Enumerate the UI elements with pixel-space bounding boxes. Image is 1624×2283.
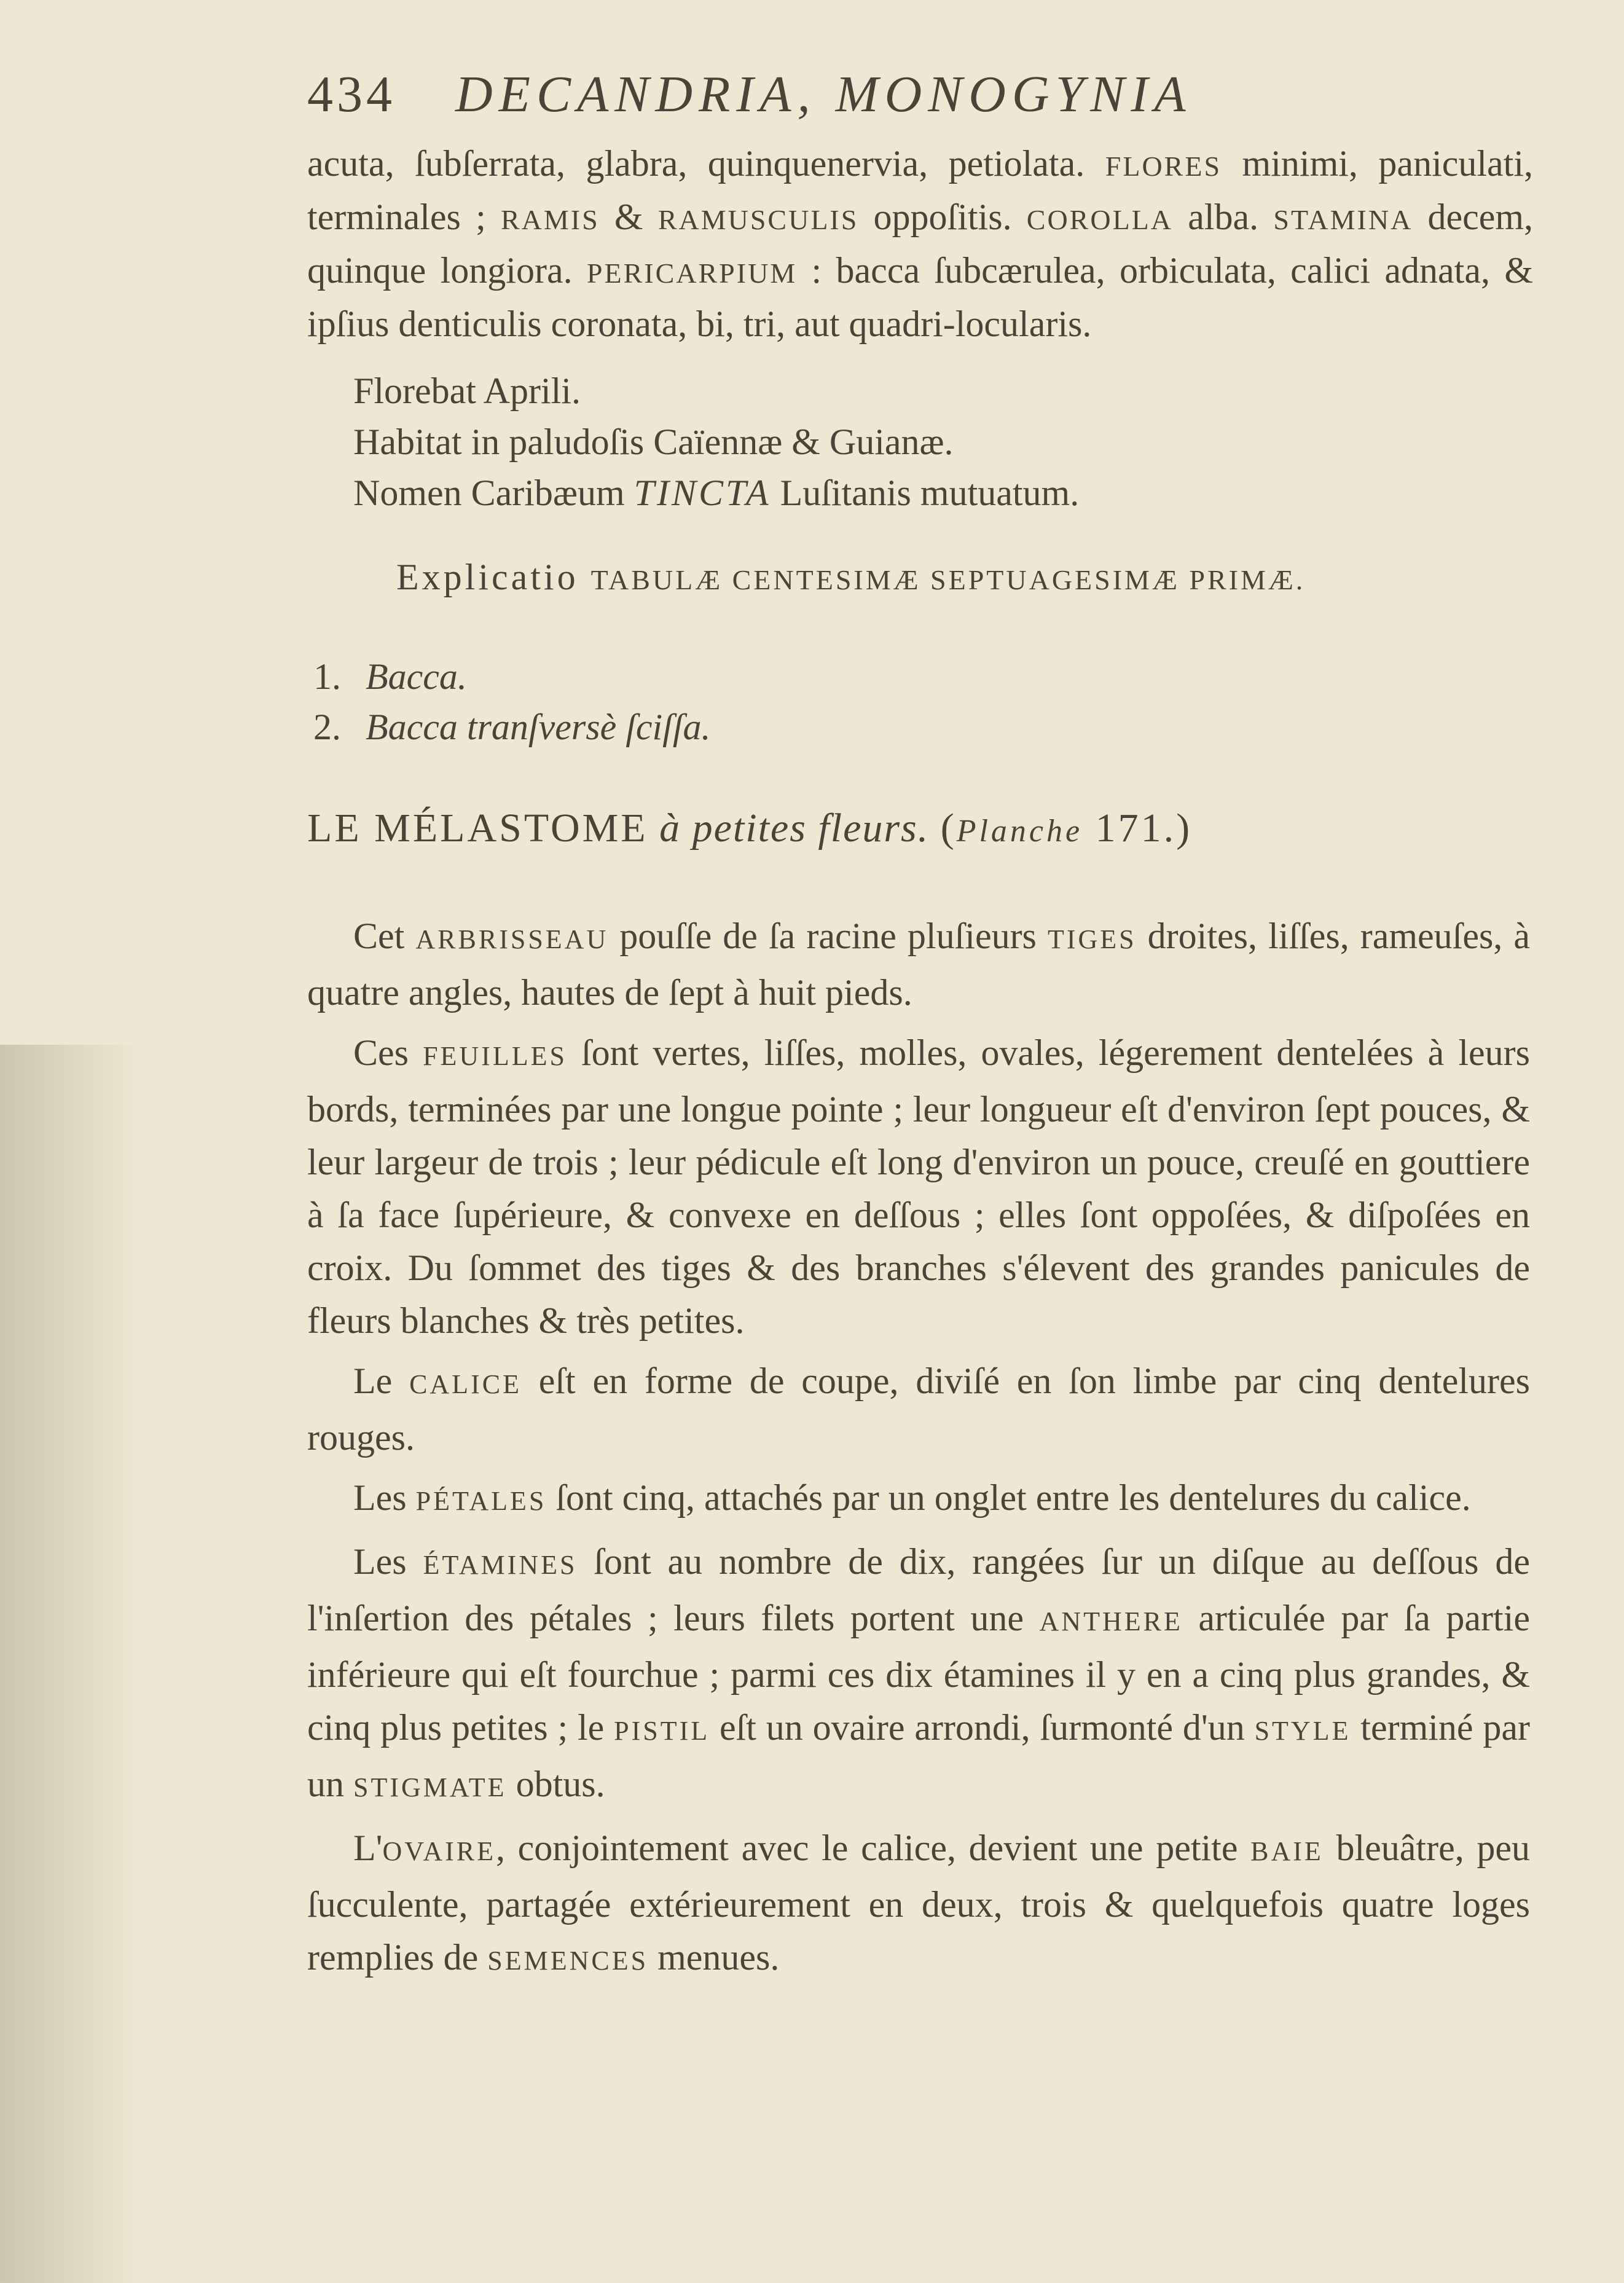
smallcaps-term: RAMIS [501,204,600,235]
smallcaps-term: RAMUSCULIS [657,204,859,235]
habitat-block [353,366,1079,519]
text-run: eſt un ovaire arrondi, ſurmonté d'un [710,1707,1255,1748]
text-run: ſont vertes, liſſes, molles, ovales, légerement dentelées à leurs bords, terminées par une longue pointe ; leur longueur eſt d'environ ſept pouces, & leur largeur de trois ; leur pédicule eſt long d'environ un pouce, creuſé en gouttiere à ſa face ſupérieure, & convexe en deſſous ; elles ſont oppoſées, & diſpoſées en croix. Du ſommet des tiges & des branches s'élevent des grandes panicules de fleurs blanches & très petites. [307,1032,1530,1341]
latin-paragraph [307,138,1533,350]
planche-number: 171.) [1083,806,1193,851]
text-run: : bacca ſubcærulea, orbiculata, calici adnata, & ipſius denticulis coronata, bi, tri, aut quadri-locularis. [307,250,1533,344]
text-run: , conjointement avec le calice, devient une petite [496,1828,1251,1868]
text-run: eſt en forme de coupe, diviſé en ſon limbe par cinq dentelures rouges. [307,1361,1531,1458]
paragraph [307,1535,1530,1814]
smallcaps-term: STYLE [1254,1716,1351,1746]
smallcaps-term: FLORES [1105,151,1222,182]
smallcaps-term: ANTHERE [1039,1606,1183,1637]
paragraph [307,1471,1530,1528]
text-run: Explicatio [396,557,591,597]
text-run: Le [353,1361,410,1401]
smallcaps-term: SEMENCES [487,1946,649,1976]
smallcaps-term: PISTIL [614,1716,710,1746]
figure-label: Bacca tranſversè ſciſſa. [366,707,711,747]
paragraph [307,1821,1530,1987]
list-item [313,651,711,702]
text-run: Les [353,1541,423,1582]
smallcaps-term: FEUILLES [423,1041,567,1071]
text-run: minimi, paniculati, terminales ; [307,143,1534,237]
text-run: & [599,197,658,237]
smallcaps-term: PERICARPIUM [586,257,798,289]
smallcaps-term: TIGES [1047,924,1137,954]
text-run: Ces [353,1032,423,1073]
text-run: decem, quinque longiora. [307,197,1534,291]
text-run: ſont au nombre de dix, rangées ſur un diſque au deſſous de l'inſertion des pétales ; leurs filets portent une [307,1541,1530,1638]
text-run: Nomen Caribæum [353,473,634,513]
page-edge-shadow [0,1045,141,2283]
text-run: articulée par ſa partie inférieure qui eſt fourchue ; parmi ces dix étamines il y en a cinq plus grandes, & cinq plus petites ; le [307,1598,1530,1748]
smallcaps-term: ARBRISSEAU [415,924,609,954]
text-run: ( [940,806,957,851]
figure-number: 2. [313,707,341,747]
text-run: obtus. [506,1764,605,1804]
text-run: L' [353,1828,383,1868]
explicatio-heading [396,556,1305,599]
french-description [307,910,1530,1995]
text-run: pouſſe de ſa racine pluſieurs [608,916,1048,956]
running-head [307,65,1192,124]
text-run: bleuâtre, peu ſucculente, partagée extérieurement en deux, trois & quelquefois quatre loges remplies de [307,1828,1530,1978]
page-number: 434 [307,66,396,123]
paragraph [307,1354,1530,1464]
text-run: TABULÆ CENTESIMÆ SEPTUAGESIMÆ PRIMÆ. [590,564,1306,595]
tincta-term: TINCTA [634,473,771,513]
smallcaps-term: OVAIRE [382,1836,496,1866]
text-run: Cet [353,916,416,956]
list-item [313,702,711,752]
latin-description [307,138,1533,350]
section-heading [307,805,1192,852]
text-run: droites, liſſes, rameuſes, à quatre angles, hautes de ſept à huit pieds. [307,916,1530,1013]
running-title: DECANDRIA, MONOGYNIA [455,66,1192,123]
heading-name: LE MÉLASTOME [307,806,648,851]
florebat-line: Florebat Aprili. [353,371,581,411]
figure-list [313,651,711,752]
paragraph [307,910,1530,1019]
text-run: oppoſitis. [858,197,1027,237]
smallcaps-term: STAMINA [1273,204,1413,235]
text-run: acuta, ſubſerrata, glabra, quinquenervia, petiolata. [307,143,1105,184]
heading-subtitle: à petites fleurs. [648,806,941,851]
text-run: menues. [648,1937,780,1978]
smallcaps-term: BAIE [1250,1836,1324,1866]
nomen-line [353,468,1079,519]
smallcaps-term: STIGMATE [353,1772,507,1802]
smallcaps-term: ÉTAMINES [423,1550,578,1580]
smallcaps-term: CALICE [409,1369,522,1399]
smallcaps-term: COROLLA [1026,204,1174,235]
planche-label: Planche [956,814,1083,849]
text-run: Luſitanis mutuatum. [771,473,1080,513]
smallcaps-term: PÉTALES [415,1486,547,1516]
paragraph [307,1026,1530,1347]
text-run: terminé par un [307,1707,1530,1804]
figure-label: Bacca. [366,656,467,697]
text-run: alba. [1173,197,1274,237]
habitat-line: Habitat in paludoſis Caïennæ & Guianæ. [353,422,954,462]
text-run: Les [353,1477,416,1518]
figure-number: 1. [313,656,341,697]
text-run: ſont cinq, attachés par un onglet entre les dentelures du calice. [546,1477,1471,1518]
